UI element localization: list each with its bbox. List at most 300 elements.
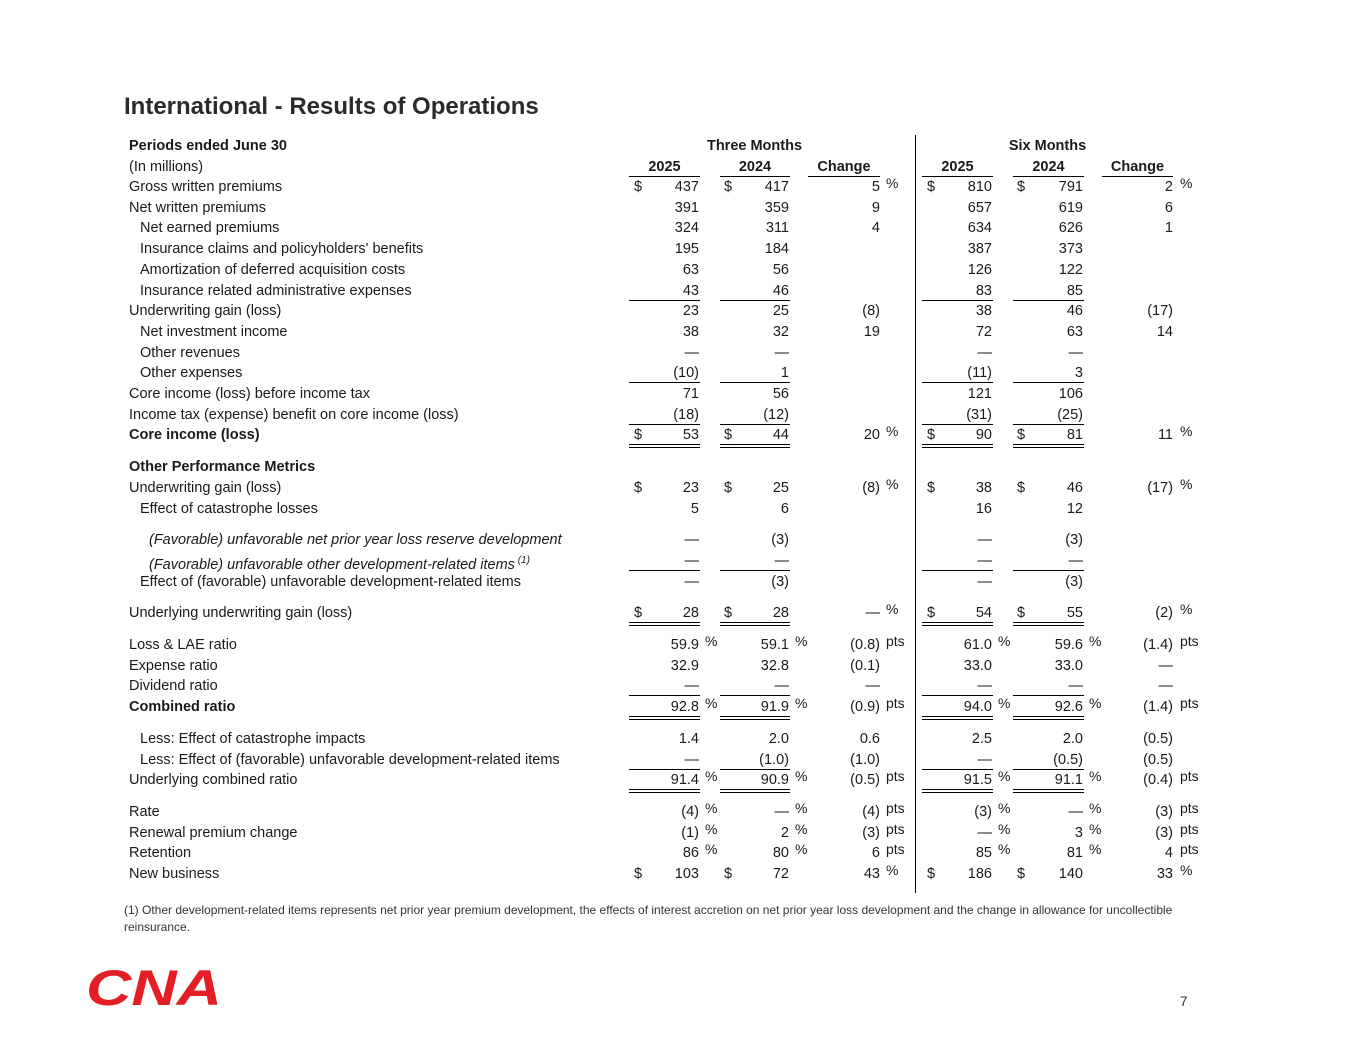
cell-value: 91.1 bbox=[1054, 772, 1083, 789]
cell-value: (2) bbox=[1155, 605, 1173, 622]
row-label: (Favorable) unfavorable other development-related items $^{(1)}$ bbox=[149, 554, 530, 573]
cell-value: 311 bbox=[765, 220, 789, 237]
cell-value: — bbox=[774, 678, 789, 695]
unit-suffix: pts bbox=[886, 633, 905, 649]
cell-value: (1.4) bbox=[1143, 699, 1173, 716]
underline bbox=[720, 769, 790, 770]
row-label: Net written premiums bbox=[129, 199, 266, 216]
unit-suffix: % bbox=[705, 695, 718, 712]
unit-suffix: % bbox=[795, 820, 808, 837]
unit-suffix: % bbox=[1180, 475, 1193, 492]
cell-value: 32 bbox=[772, 323, 789, 340]
cell-value: 92.6 bbox=[1054, 699, 1083, 716]
underline bbox=[629, 424, 700, 425]
underline bbox=[1013, 570, 1084, 571]
cell-value: (3) bbox=[862, 824, 880, 841]
cell-value: (11) bbox=[967, 365, 992, 382]
cell-value: (0.9) bbox=[850, 699, 880, 716]
cell-value: 6 bbox=[871, 845, 880, 862]
cell-value: 55 bbox=[1066, 605, 1083, 622]
cell-value: 1 bbox=[1164, 220, 1173, 237]
cell-value: — bbox=[977, 532, 992, 549]
column-divider bbox=[915, 135, 916, 893]
unit-suffix: % bbox=[1089, 633, 1102, 649]
column-header-rule bbox=[808, 176, 880, 177]
row-label: (Favorable) unfavorable net prior year loss reserve development bbox=[149, 532, 562, 549]
cell-value: 14 bbox=[1156, 323, 1173, 340]
cell-value: 43 bbox=[863, 866, 880, 882]
cell-value: 91.9 bbox=[760, 699, 789, 716]
underline bbox=[922, 769, 993, 770]
unit-suffix: pts bbox=[1180, 820, 1199, 837]
double-underline bbox=[922, 622, 993, 626]
cell-value: (1.4) bbox=[1143, 637, 1173, 653]
unit-suffix: % bbox=[886, 175, 899, 191]
cell-value: 32.8 bbox=[760, 657, 789, 674]
double-underline bbox=[629, 716, 700, 720]
currency-symbol: $ bbox=[927, 605, 936, 622]
cell-value: 12 bbox=[1066, 500, 1083, 517]
cell-value: (0.4) bbox=[1143, 772, 1173, 789]
underline bbox=[922, 570, 993, 571]
cell-value: 5 bbox=[871, 179, 880, 195]
cell-value: 25 bbox=[772, 303, 789, 320]
unit-suffix: % bbox=[705, 799, 718, 816]
cell-value: 359 bbox=[764, 199, 789, 216]
unit-suffix: % bbox=[795, 695, 808, 712]
unit-suffix: % bbox=[1089, 695, 1102, 712]
cell-value: 33.0 bbox=[963, 657, 992, 674]
cell-value: 6 bbox=[780, 500, 789, 517]
group-header-six-months: Six Months bbox=[1008, 138, 1087, 154]
unit-suffix: pts bbox=[886, 768, 905, 785]
cell-value: 4 bbox=[1164, 845, 1173, 862]
currency-symbol: $ bbox=[927, 179, 936, 195]
cell-value: — bbox=[684, 552, 699, 569]
page-number: 7 bbox=[1180, 994, 1188, 1009]
cell-value: 437 bbox=[674, 179, 699, 195]
cell-value: 2 bbox=[780, 824, 789, 841]
cell-value: 46 bbox=[1066, 479, 1083, 496]
cell-value: (1) bbox=[681, 824, 699, 841]
cell-value: (4) bbox=[862, 803, 880, 820]
cell-value: 46 bbox=[1066, 303, 1083, 320]
cell-value: (0.1) bbox=[850, 657, 880, 674]
row-label: Renewal premium change bbox=[129, 824, 298, 841]
underline bbox=[720, 300, 790, 301]
currency-symbol: $ bbox=[724, 866, 733, 882]
currency-symbol: $ bbox=[927, 866, 936, 882]
cell-value: 387 bbox=[967, 241, 992, 258]
double-underline bbox=[922, 789, 993, 793]
column-header-rule bbox=[1013, 176, 1084, 177]
row-label: New business bbox=[129, 866, 220, 882]
row-label: Effect of (favorable) unfavorable development-related items bbox=[140, 573, 521, 590]
cell-value: — bbox=[684, 532, 699, 549]
double-underline bbox=[629, 789, 700, 793]
row-label: Income tax (expense) benefit on core income (loss) bbox=[129, 406, 459, 423]
cell-value: — bbox=[977, 552, 992, 569]
currency-symbol: $ bbox=[724, 605, 733, 622]
double-underline bbox=[1013, 622, 1084, 626]
cell-value: 121 bbox=[967, 386, 992, 402]
row-label: Expense ratio bbox=[129, 657, 218, 674]
column-header-rule bbox=[922, 176, 993, 177]
unit-suffix: % bbox=[705, 768, 718, 785]
cell-value: 184 bbox=[764, 241, 789, 258]
row-label: Amortization of deferred acquisition costs bbox=[140, 261, 406, 278]
row-label: Effect of catastrophe losses bbox=[140, 500, 318, 517]
unit-suffix: pts bbox=[1180, 799, 1199, 816]
cell-value: — bbox=[684, 678, 699, 695]
underline bbox=[1013, 695, 1084, 696]
unit-suffix: % bbox=[998, 799, 1011, 816]
cell-value: 634 bbox=[967, 220, 992, 237]
row-label: Loss & LAE ratio bbox=[129, 637, 237, 653]
double-underline bbox=[720, 716, 790, 720]
cell-value: (0.5) bbox=[850, 772, 880, 789]
row-label: Other revenues bbox=[140, 344, 240, 361]
cna-logo bbox=[86, 964, 224, 1013]
cell-value: 2.0 bbox=[768, 730, 789, 747]
cell-value: 16 bbox=[975, 500, 992, 517]
cell-value: 103 bbox=[674, 866, 699, 882]
cell-value: (3) bbox=[1065, 532, 1083, 549]
cell-value: 33 bbox=[1156, 866, 1173, 882]
cell-value: 6 bbox=[1164, 199, 1173, 216]
cell-value: 63 bbox=[682, 261, 699, 278]
cell-value: 54 bbox=[975, 605, 992, 622]
cell-value: 619 bbox=[1058, 199, 1083, 216]
unit-suffix: % bbox=[1180, 601, 1193, 618]
footnote-marker: (1) bbox=[514, 554, 530, 566]
currency-symbol: $ bbox=[634, 605, 643, 622]
unit-suffix: % bbox=[795, 841, 808, 858]
cna-logo-icon bbox=[86, 964, 224, 1008]
row-label: Underwriting gain (loss) bbox=[129, 479, 282, 496]
double-underline bbox=[629, 622, 700, 626]
cell-value: (25) bbox=[1057, 406, 1083, 423]
cell-value: 81 bbox=[1066, 845, 1083, 862]
cell-value: (10) bbox=[673, 365, 699, 382]
cell-value: 25 bbox=[772, 479, 789, 496]
unit-suffix: % bbox=[1089, 768, 1102, 785]
underline bbox=[720, 424, 790, 425]
cna-logo-text: CNA bbox=[86, 964, 222, 1008]
currency-symbol: $ bbox=[724, 479, 733, 496]
currency-symbol: $ bbox=[724, 427, 733, 444]
underline bbox=[629, 769, 700, 770]
column-header-rule bbox=[1102, 176, 1173, 177]
cell-value: — bbox=[774, 552, 789, 569]
underline bbox=[629, 382, 700, 383]
unit-suffix: % bbox=[998, 841, 1011, 858]
cell-value: — bbox=[1068, 552, 1083, 569]
currency-symbol: $ bbox=[927, 479, 936, 496]
cell-value: (0.5) bbox=[1053, 751, 1083, 768]
cell-value: (3) bbox=[1155, 803, 1173, 820]
column-header: 2025 bbox=[648, 159, 681, 175]
unit-suffix: % bbox=[1089, 841, 1102, 858]
cell-value: 28 bbox=[772, 605, 789, 622]
cell-value: 44 bbox=[772, 427, 789, 444]
footnote: (1) Other development-related items represents net prior year premium development, the effects of interest accretion on net prior year loss development and the change in allowance for uncollectible reinsurance. bbox=[124, 903, 1173, 934]
unit-suffix: pts bbox=[886, 820, 905, 837]
cell-value: 122 bbox=[1058, 261, 1083, 278]
page-title: International - Results of Operations bbox=[124, 93, 539, 120]
unit-suffix: % bbox=[705, 841, 718, 858]
cell-value: (8) bbox=[862, 479, 880, 496]
currency-symbol: $ bbox=[1017, 427, 1026, 444]
cell-value: 72 bbox=[975, 323, 992, 340]
cell-value: (3) bbox=[974, 803, 992, 820]
cell-value: 186 bbox=[967, 866, 992, 882]
unit-suffix: % bbox=[795, 799, 808, 816]
cell-value: — bbox=[684, 573, 699, 590]
periods-label: Periods ended June 30 bbox=[129, 138, 287, 154]
cell-value: 791 bbox=[1058, 179, 1083, 195]
row-label: Underlying underwriting gain (loss) bbox=[129, 605, 353, 622]
row-label: Rate bbox=[129, 803, 160, 820]
cell-value: 56 bbox=[772, 261, 789, 278]
cell-value: 38 bbox=[682, 323, 699, 340]
cell-value: 391 bbox=[674, 199, 699, 216]
cell-value: (3) bbox=[771, 573, 789, 590]
underline bbox=[629, 300, 700, 301]
row-label: Insurance related administrative expenses bbox=[140, 282, 412, 299]
cell-value: 126 bbox=[967, 261, 992, 278]
cell-value: — bbox=[774, 344, 789, 361]
cell-value: 80 bbox=[772, 845, 789, 862]
cell-value: — bbox=[684, 751, 699, 768]
cell-value: (3) bbox=[1065, 573, 1083, 590]
cell-value: (3) bbox=[1155, 824, 1173, 841]
cell-value: 81 bbox=[1066, 427, 1083, 444]
cell-value: — bbox=[1068, 678, 1083, 695]
underline bbox=[922, 382, 993, 383]
cell-value: 56 bbox=[772, 386, 789, 402]
unit-suffix: % bbox=[1180, 862, 1193, 878]
double-underline bbox=[1013, 716, 1084, 720]
double-underline bbox=[922, 444, 993, 448]
cell-value: 86 bbox=[682, 845, 699, 862]
cell-value: 38 bbox=[975, 479, 992, 496]
underline bbox=[1013, 300, 1084, 301]
unit-suffix: % bbox=[998, 768, 1011, 785]
unit-suffix: % bbox=[705, 633, 718, 649]
column-header-rule bbox=[720, 176, 790, 177]
cell-value: 2.0 bbox=[1062, 730, 1083, 747]
unit-suffix: % bbox=[1180, 423, 1193, 440]
cell-value: — bbox=[977, 678, 992, 695]
column-header: 2024 bbox=[1032, 159, 1065, 175]
cell-value: (0.8) bbox=[850, 637, 880, 653]
cell-value: 195 bbox=[674, 241, 699, 258]
units-label: (In millions) bbox=[129, 159, 204, 175]
cell-value: 2.5 bbox=[971, 730, 992, 747]
group-header-three-months: Three Months bbox=[706, 138, 803, 154]
cell-value: 3 bbox=[1074, 365, 1083, 382]
cell-value: 140 bbox=[1058, 866, 1083, 882]
currency-symbol: $ bbox=[1017, 866, 1026, 882]
row-label: Other expenses bbox=[140, 365, 243, 382]
unit-suffix: % bbox=[795, 768, 808, 785]
cell-value: 61.0 bbox=[963, 637, 992, 653]
row-label: Retention bbox=[129, 845, 192, 862]
unit-suffix: pts bbox=[886, 841, 905, 858]
cell-value: — bbox=[774, 803, 789, 820]
cell-value: 85 bbox=[975, 845, 992, 862]
currency-symbol: $ bbox=[634, 179, 643, 195]
cell-value: 23 bbox=[682, 479, 699, 496]
cell-value: — bbox=[1068, 344, 1083, 361]
currency-symbol: $ bbox=[634, 479, 643, 496]
cell-value: 90 bbox=[975, 427, 992, 444]
cell-value: 33.0 bbox=[1054, 657, 1083, 674]
cell-value: 92.8 bbox=[670, 699, 699, 716]
unit-suffix: % bbox=[998, 633, 1011, 649]
underline bbox=[720, 695, 790, 696]
row-label: Underlying combined ratio bbox=[129, 772, 298, 789]
cell-value: 20 bbox=[863, 427, 880, 444]
unit-suffix: % bbox=[998, 820, 1011, 837]
unit-suffix: % bbox=[1089, 799, 1102, 816]
currency-symbol: $ bbox=[1017, 179, 1026, 195]
currency-symbol: $ bbox=[634, 427, 643, 444]
cell-value: (31) bbox=[966, 406, 992, 423]
currency-symbol: $ bbox=[634, 866, 643, 882]
cell-value: 59.1 bbox=[760, 637, 789, 653]
currency-symbol: $ bbox=[927, 427, 936, 444]
underline bbox=[720, 570, 790, 571]
cell-value: 94.0 bbox=[963, 699, 992, 716]
cell-value: 83 bbox=[975, 282, 992, 299]
unit-suffix: % bbox=[1089, 820, 1102, 837]
cell-value: 91.4 bbox=[670, 772, 699, 789]
row-label: Core income (loss) before income tax bbox=[129, 386, 370, 402]
column-header: Change bbox=[817, 159, 871, 175]
cell-value: 71 bbox=[682, 386, 699, 402]
underline bbox=[1013, 382, 1084, 383]
unit-suffix: % bbox=[998, 695, 1011, 712]
cell-value: (1.0) bbox=[850, 751, 880, 768]
column-header-rule bbox=[629, 176, 700, 177]
cell-value: — bbox=[977, 824, 992, 841]
underline bbox=[720, 382, 790, 383]
row-label: Insurance claims and policyholders' benefits bbox=[140, 241, 424, 258]
cell-value: 2 bbox=[1164, 179, 1173, 195]
cell-value: 53 bbox=[682, 427, 699, 444]
cell-value: — bbox=[1068, 803, 1083, 820]
currency-symbol: $ bbox=[724, 179, 733, 195]
double-underline bbox=[720, 789, 790, 793]
cell-value: 63 bbox=[1066, 323, 1083, 340]
cell-value: 59.9 bbox=[670, 637, 699, 653]
cell-value: — bbox=[977, 751, 992, 768]
unit-suffix: pts bbox=[1180, 768, 1199, 785]
cell-value: — bbox=[1158, 657, 1173, 674]
underline bbox=[1013, 769, 1084, 770]
row-label: Less: Effect of (favorable) unfavorable development-related items bbox=[140, 751, 560, 768]
cell-value: 46 bbox=[772, 282, 789, 299]
cell-value: 23 bbox=[682, 303, 699, 320]
cell-value: 19 bbox=[863, 323, 880, 340]
currency-symbol: $ bbox=[1017, 479, 1026, 496]
cell-value: 106 bbox=[1058, 386, 1083, 402]
cell-value: (3) bbox=[771, 532, 789, 549]
row-label: Less: Effect of catastrophe impacts bbox=[140, 730, 366, 747]
cell-value: 324 bbox=[674, 220, 699, 237]
cell-value: (17) bbox=[1147, 303, 1173, 320]
cell-value: (0.5) bbox=[1143, 730, 1173, 747]
cell-value: (18) bbox=[673, 406, 699, 423]
unit-suffix: % bbox=[795, 633, 808, 649]
row-label: Gross written premiums bbox=[129, 179, 283, 195]
cell-value: — bbox=[865, 605, 880, 622]
cell-value: — bbox=[865, 678, 880, 695]
row-label: Combined ratio bbox=[129, 699, 236, 716]
cell-value: — bbox=[977, 344, 992, 361]
cell-value: (4) bbox=[681, 803, 699, 820]
row-label: Core income (loss) bbox=[129, 427, 260, 444]
cell-value: 1 bbox=[780, 365, 789, 382]
cell-value: 5 bbox=[690, 500, 699, 517]
underline bbox=[1013, 424, 1084, 425]
cell-value: 32.9 bbox=[670, 657, 699, 674]
double-underline bbox=[922, 716, 993, 720]
cell-value: (8) bbox=[862, 303, 880, 320]
cell-value: 43 bbox=[682, 282, 699, 299]
cell-value: 626 bbox=[1058, 220, 1083, 237]
cell-value: — bbox=[977, 573, 992, 590]
column-header: 2024 bbox=[738, 159, 772, 175]
cell-value: (12) bbox=[763, 406, 789, 423]
underline bbox=[922, 424, 993, 425]
row-label: Dividend ratio bbox=[129, 678, 218, 695]
unit-suffix: % bbox=[705, 820, 718, 837]
column-header: Change bbox=[1110, 159, 1165, 175]
unit-suffix: % bbox=[886, 862, 899, 878]
row-label: Net earned premiums bbox=[140, 220, 280, 237]
unit-suffix: % bbox=[886, 423, 899, 440]
double-underline bbox=[1013, 789, 1084, 793]
cell-value: 373 bbox=[1058, 241, 1083, 258]
currency-symbol: $ bbox=[1017, 605, 1026, 622]
double-underline bbox=[720, 622, 790, 626]
unit-suffix: pts bbox=[1180, 695, 1199, 712]
unit-suffix: pts bbox=[886, 695, 905, 712]
cell-value: 38 bbox=[975, 303, 992, 320]
cell-value: 1.4 bbox=[678, 730, 699, 747]
unit-suffix: % bbox=[886, 475, 899, 492]
cell-value: 0.6 bbox=[859, 730, 880, 747]
double-underline bbox=[629, 444, 700, 448]
cell-value: 3 bbox=[1074, 824, 1083, 841]
cell-value: 91.5 bbox=[963, 772, 992, 789]
cell-value: 810 bbox=[967, 179, 992, 195]
underline bbox=[922, 695, 993, 696]
cell-value: 72 bbox=[772, 866, 789, 882]
cell-value: 90.9 bbox=[760, 772, 789, 789]
unit-suffix: pts bbox=[1180, 633, 1199, 649]
cell-value: 657 bbox=[967, 199, 992, 216]
row-label: Other Performance Metrics bbox=[129, 459, 316, 476]
underline bbox=[629, 570, 700, 571]
cell-value: 85 bbox=[1066, 282, 1083, 299]
cell-value: (17) bbox=[1147, 479, 1173, 496]
cell-value: — bbox=[684, 344, 699, 361]
underline bbox=[629, 695, 700, 696]
